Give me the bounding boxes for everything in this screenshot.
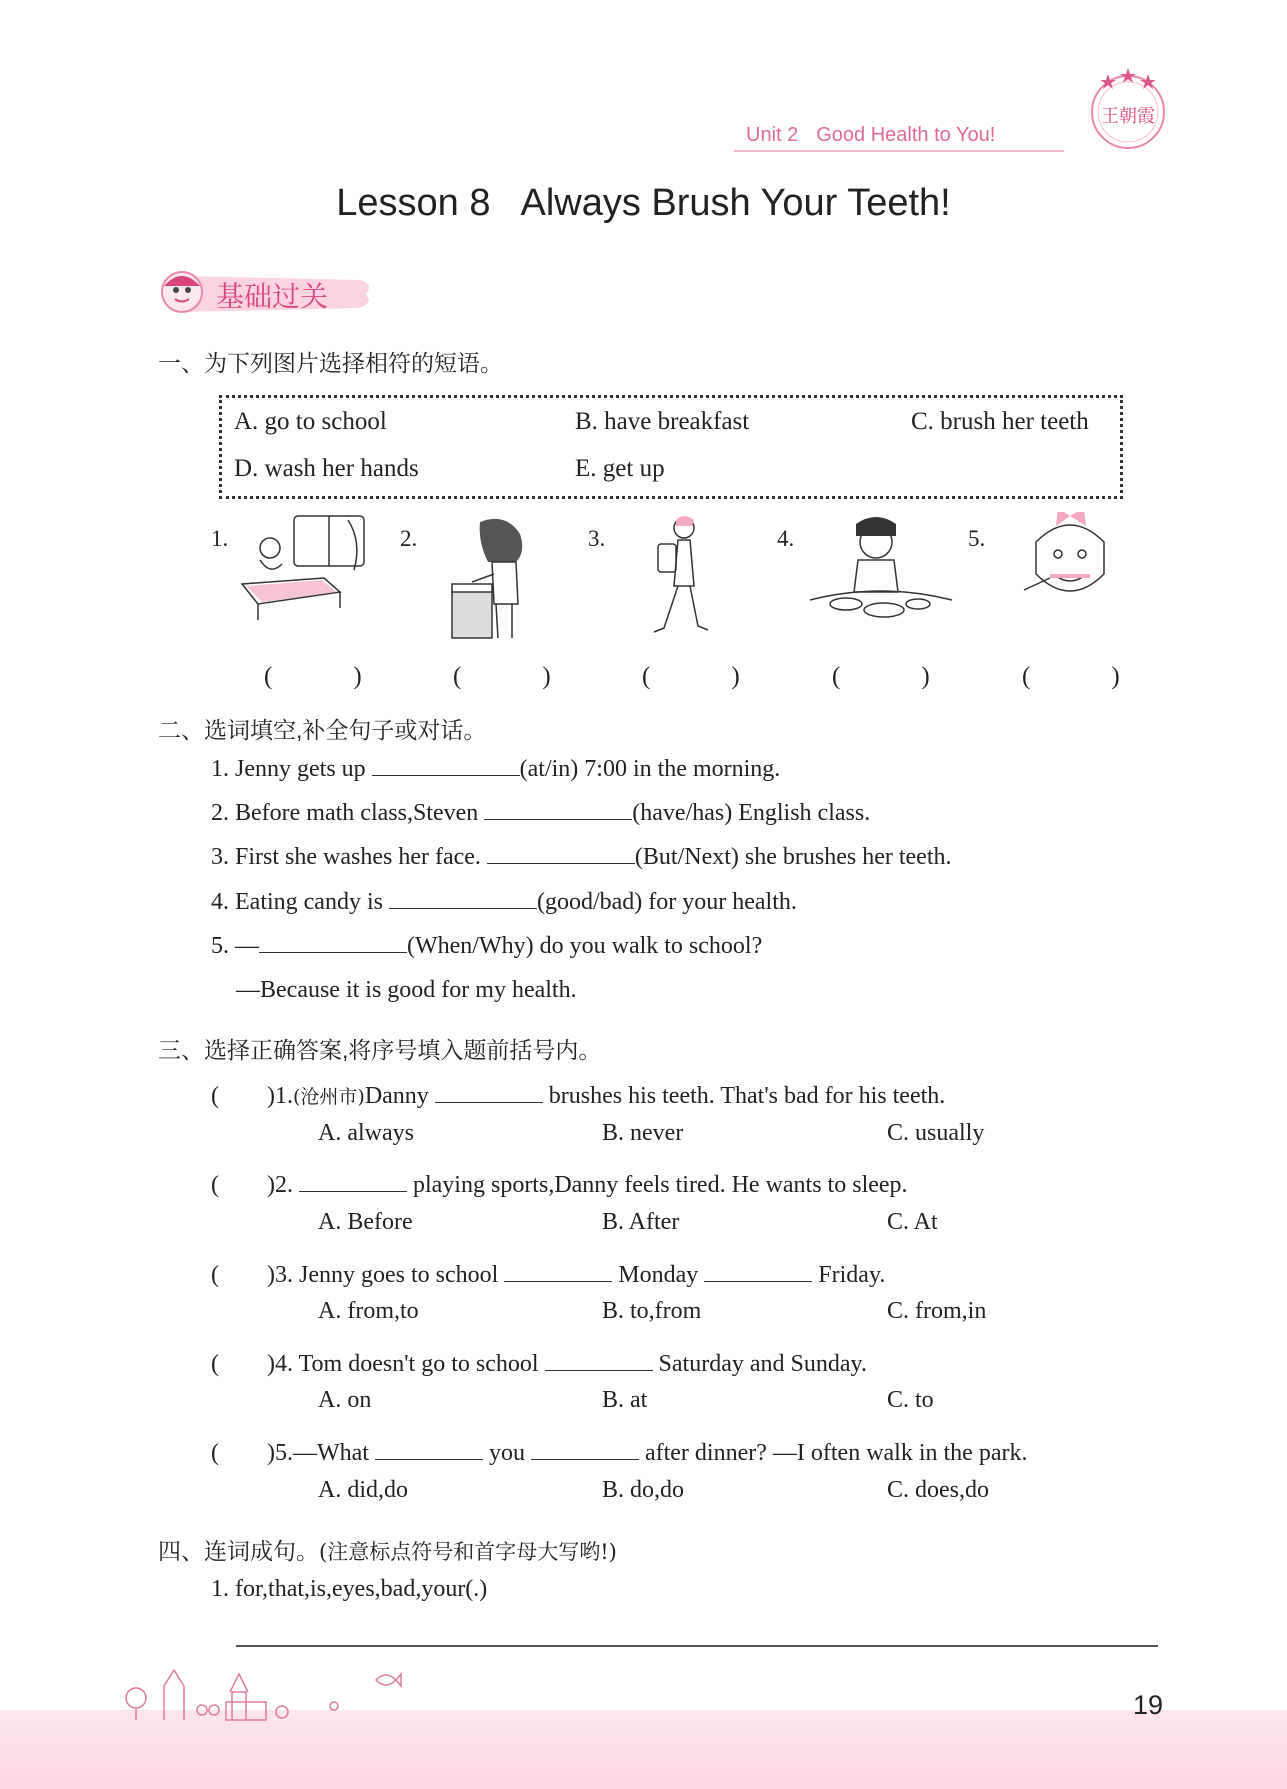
s3-question-5: ( )5.—What you after dinner? —I often walk in the park. — [211, 1440, 1028, 1466]
answer-paren-1[interactable]: ( ) — [264, 663, 390, 690]
section4-heading: 四、连词成句。(注意标点符号和首字母大写哟!) — [158, 1538, 617, 1564]
header-rule — [734, 150, 1064, 152]
s3-q4-option-a: A. on — [318, 1387, 372, 1413]
picture-have-breakfast — [806, 512, 956, 627]
s3-question-4: ( )4. Tom doesn't go to school Saturday and Sunday. — [211, 1351, 867, 1377]
unit-title: Good Health to You! — [816, 124, 996, 146]
unit-label: Unit 2 — [746, 124, 799, 146]
s3-q2-option-a: A. Before — [318, 1209, 413, 1235]
lesson-number: Lesson 8 — [336, 182, 491, 224]
s3-q1-option-a: A. always — [318, 1120, 414, 1146]
option-a: A. go to school — [234, 408, 387, 435]
s3-question-3: ( )3. Jenny goes to school Monday Friday. — [211, 1262, 886, 1288]
s4-item-1: 1. for,that,is,eyes,bad,your(.) — [211, 1576, 488, 1602]
s3-blank-3a[interactable] — [504, 1261, 612, 1282]
section1-heading: 一、为下列图片选择相符的短语。 — [158, 350, 503, 376]
lesson-title — [0, 182, 1287, 225]
s3-paren-5[interactable]: ( ) — [211, 1440, 275, 1466]
answer-paren-5[interactable]: ( ) — [1022, 663, 1148, 690]
s3-paren-3[interactable]: ( ) — [211, 1262, 275, 1288]
s3-q4-option-c: C. to — [887, 1387, 934, 1413]
s2-item-1: 1. Jenny gets up (at/in) 7:00 in the morning. — [211, 756, 781, 782]
unit-header — [746, 124, 995, 147]
page-number: 19 — [1133, 1690, 1164, 1720]
s3-q2-option-c: C. At — [887, 1209, 938, 1235]
s3-q1-option-b: B. never — [602, 1120, 684, 1146]
s3-q5-option-a: A. did,do — [318, 1477, 408, 1503]
s3-blank-1[interactable] — [435, 1082, 543, 1103]
option-d: D. wash her hands — [234, 455, 419, 482]
section4-note: (注意标点符号和首字母大写哟!) — [319, 1540, 617, 1564]
s3-blank-4[interactable] — [545, 1350, 653, 1371]
svg-text:王朝霞: 王朝霞 — [1101, 106, 1155, 127]
picture-wash-hands — [450, 512, 540, 642]
s2-blank-1[interactable] — [372, 755, 520, 776]
picture-go-to-school — [648, 512, 718, 642]
s3-q2-option-b: B. After — [602, 1209, 680, 1235]
s3-blank-5a[interactable] — [375, 1439, 483, 1460]
section3-heading: 三、选择正确答案,将序号填入题前括号内。 — [158, 1037, 602, 1063]
answer-paren-2[interactable]: ( ) — [453, 663, 579, 690]
picture-get-up — [238, 512, 378, 632]
picture-number-4: 4. — [777, 526, 795, 551]
s3-blank-5b[interactable] — [531, 1439, 639, 1460]
s3-q1-option-c: C. usually — [887, 1120, 985, 1146]
s3-blank-2[interactable] — [299, 1171, 407, 1192]
s2-answer-line: —Because it is good for my health. — [236, 977, 577, 1003]
option-b: B. have breakfast — [575, 408, 750, 435]
s3-paren-4[interactable]: ( ) — [211, 1351, 275, 1377]
s3-q3-option-a: A. from,to — [318, 1298, 419, 1324]
s3-question-1: ( )1.(沧州市)Danny brushes his teeth. That's bad for his teeth. — [211, 1083, 946, 1109]
s3-q3-option-c: C. from,in — [887, 1298, 987, 1324]
s2-item-4: 4. Eating candy is (good/bad) for your health. — [211, 889, 797, 915]
s2-item-2: 2. Before math class,Steven (have/has) English class. — [211, 800, 871, 826]
s2-blank-4[interactable] — [389, 888, 537, 909]
s3-blank-3b[interactable] — [704, 1261, 812, 1282]
s3-q5-option-b: B. do,do — [602, 1477, 685, 1503]
s3-paren-1[interactable]: ( ) — [211, 1083, 275, 1109]
picture-number-1: 1. — [211, 526, 229, 551]
s3-paren-2[interactable]: ( ) — [211, 1172, 275, 1198]
answer-paren-4[interactable]: ( ) — [832, 663, 958, 690]
s2-blank-5[interactable] — [259, 932, 407, 953]
footer-castle-illustration — [122, 1662, 352, 1722]
lesson-name: Always Brush Your Teeth! — [520, 182, 951, 224]
banner-label: 基础过关 — [216, 281, 329, 312]
picture-number-5: 5. — [968, 526, 986, 551]
picture-number-3: 3. — [588, 526, 606, 551]
s2-item-3: 3. First she washes her face. (But/Next) she brushes her teeth. — [211, 844, 952, 870]
section2-heading: 二、选词填空,补全句子或对话。 — [158, 717, 487, 743]
option-e: E. get up — [575, 455, 665, 482]
picture-number-2: 2. — [400, 526, 418, 551]
s2-blank-3[interactable] — [487, 843, 635, 864]
answer-writing-line[interactable] — [236, 1645, 1158, 1647]
s3-q3-option-b: B. to,from — [602, 1298, 702, 1324]
publisher-badge-logo — [1078, 64, 1178, 154]
s2-item-5: 5. — (When/Why) do you walk to school? — [211, 933, 763, 959]
s3-q5-option-c: C. does,do — [887, 1477, 989, 1503]
picture-brush-teeth — [1020, 512, 1120, 617]
s3-q4-option-b: B. at — [602, 1387, 648, 1413]
s2-blank-2[interactable] — [484, 799, 632, 820]
footer-fish-doodle — [372, 1668, 402, 1692]
answer-paren-3[interactable]: ( ) — [642, 663, 768, 690]
s3-question-2: ( )2. playing sports,Danny feels tired. He wants to sleep. — [211, 1172, 908, 1198]
option-c: C. brush her teeth — [911, 408, 1089, 435]
